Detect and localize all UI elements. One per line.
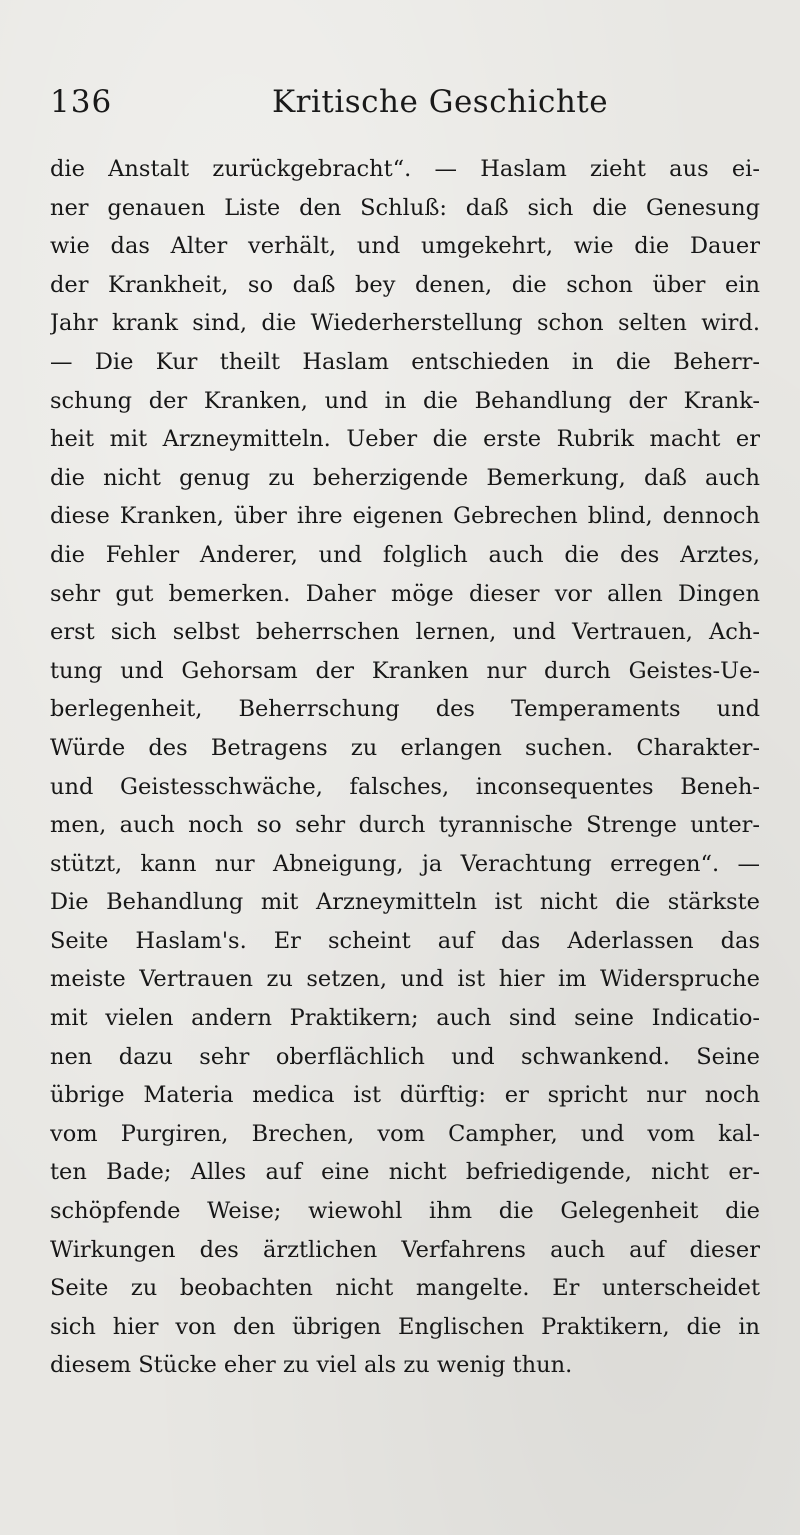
text-line: Seite Haslam's. Er scheint auf das Aderlassen das: [50, 927, 760, 954]
text-line: wie das Alter verhält, und umgekehrt, wie die Dauer: [50, 233, 760, 260]
text-line: schung der Kranken, und in die Behandlung der Krank-: [50, 387, 760, 414]
text-line: men, auch noch so sehr durch tyrannische Strenge unter-: [50, 812, 760, 839]
text-line: stützt, kann nur Abneigung, ja Verachtung erregen“. —: [50, 850, 760, 877]
text-line: mit vielen andern Praktikern; auch sind seine Indicatio-: [50, 1005, 760, 1032]
body-text: [50, 150, 760, 1385]
text-line: heit mit Arzneymitteln. Ueber die erste Rubrik macht er: [50, 426, 760, 453]
text-line: berlegenheit, Beherrschung des Temperaments und: [50, 696, 760, 723]
running-head: Kritische Geschichte: [272, 84, 609, 120]
text-line: Die Behandlung mit Arzneymitteln ist nicht die stärkste: [50, 889, 760, 916]
text-line: sich hier von den übrigen Englischen Praktikern, die in: [50, 1313, 760, 1340]
text-line: schöpfende Weise; wiewohl ihm die Gelegenheit die: [50, 1198, 760, 1225]
page-header: [50, 84, 770, 134]
text-line: diese Kranken, über ihre eigenen Gebrechen blind, dennoch: [50, 503, 760, 530]
text-line: — Die Kur theilt Haslam entschieden in die Beherr-: [50, 348, 760, 375]
text-line: erst sich selbst beherrschen lernen, und Vertrauen, Ach-: [50, 619, 760, 646]
text-line: ner genauen Liste den Schluß: daß sich die Genesung: [50, 194, 760, 221]
text-line: die nicht genug zu beherzigende Bemerkung, daß auch: [50, 464, 760, 491]
page-number: 136: [50, 84, 113, 120]
text-line: der Krankheit, so daß bey denen, die schon über ein: [50, 271, 760, 298]
text-line: vom Purgiren, Brechen, vom Campher, und vom kal-: [50, 1120, 760, 1147]
text-line: diesem Stücke eher zu viel als zu wenig thun.: [50, 1352, 573, 1379]
text-line: Jahr krank sind, die Wiederherstellung schon selten wird.: [50, 310, 760, 337]
text-line: Würde des Betragens zu erlangen suchen. Charakter-: [50, 734, 760, 761]
text-line: die Fehler Anderer, und folglich auch die des Arztes,: [50, 541, 760, 568]
text-line: übrige Materia medica ist dürftig: er spricht nur noch: [50, 1082, 760, 1109]
text-line: Wirkungen des ärztlichen Verfahrens auch auf dieser: [50, 1236, 760, 1263]
text-line: ten Bade; Alles auf eine nicht befriedigende, nicht er-: [50, 1159, 760, 1186]
text-line: und Geistesschwäche, falsches, inconsequentes Beneh-: [50, 773, 760, 800]
text-line: die Anstalt zurückgebracht“. — Haslam zieht aus ei-: [50, 156, 760, 182]
text-line: meiste Vertrauen zu setzen, und ist hier im Widerspruche: [50, 966, 760, 993]
text-line: sehr gut bemerken. Daher möge dieser vor allen Dingen: [50, 580, 760, 607]
text-line: Seite zu beobachten nicht mangelte. Er unterscheidet: [50, 1275, 760, 1302]
text-line: nen dazu sehr oberflächlich und schwankend. Seine: [50, 1043, 760, 1070]
text-line: tung und Gehorsam der Kranken nur durch Geistes-Ue-: [50, 657, 760, 684]
